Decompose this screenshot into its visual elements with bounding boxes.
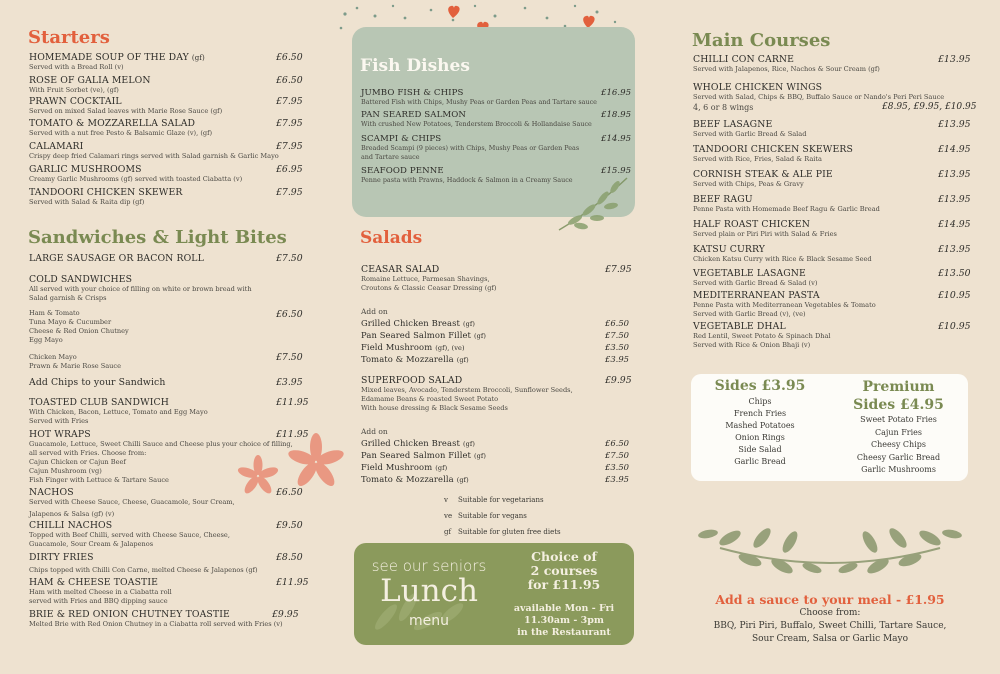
item-name: MEDITERRANEAN PASTA [693, 290, 820, 301]
item-price: £13.95 [938, 244, 971, 255]
premium-side-item: Cheesy Garlic Bread [856, 452, 941, 462]
item-name: HAM & CHEESE TOASTIE [29, 577, 158, 588]
menu-item [693, 169, 833, 189]
item-name: SCAMPI & CHIPS [361, 134, 442, 144]
premium-side-item: Cajun Fries [875, 427, 922, 437]
item-name-text: CALAMARI [29, 141, 84, 152]
item-name [29, 75, 154, 86]
item-desc: Served with Salad & Raita dip (gf) [29, 198, 145, 206]
item-name [29, 96, 222, 107]
sides-title: Sides £3.95 [714, 378, 806, 394]
item-desc: Served with Fries [29, 417, 89, 425]
menu-item [693, 290, 876, 319]
salads-title: Salads [360, 228, 423, 248]
menu-item [693, 321, 831, 350]
item-price: £7.95 [605, 264, 632, 275]
menu-item [29, 397, 208, 426]
item-price: £3.95 [276, 377, 303, 388]
item-desc: Served on mixed Salad leaves with Marie Rose Sauce (gf) [29, 107, 223, 115]
item-price: £9.95 [272, 609, 299, 620]
item-price: £11.95 [276, 577, 309, 588]
sandwiches-title: Sandwiches & Light Bites [28, 227, 287, 248]
premium-sides-title: Premium Sides £4.95 [853, 379, 944, 413]
addon-item [361, 342, 465, 352]
item-desc: Topped with Beef Chilli, served with Cheese Sauce, Cheese, [29, 531, 230, 539]
item-desc: Served plain or Piri Piri with Salad & Fries [693, 230, 837, 238]
menu-item [361, 375, 573, 413]
addon-item [361, 318, 475, 328]
premium-side-item: Garlic Mushrooms [861, 465, 936, 474]
item-desc: Served with Rice, Fries, Salad & Raita [693, 155, 822, 163]
menu-item [29, 52, 205, 72]
addon-item [361, 354, 469, 364]
item-name: CEASAR SALAD [361, 264, 440, 275]
filling: Cheese & Red Onion Chutney [29, 327, 129, 335]
sides-panel [691, 374, 968, 481]
item-name: TANDOORI CHICKEN SKEWERS [693, 144, 853, 155]
lunch-availability: available Mon - Fri 11.30am - 3pm in the Restaurant [513, 603, 615, 638]
leaf-sprig-icon [553, 170, 633, 236]
item-desc: Guacamole, Sour Cream & Jalapenos [29, 540, 154, 548]
addon-name: Field Mushroom [361, 462, 433, 472]
flower-decoration-icon [232, 432, 347, 502]
side-item: Mashed Potatoes [725, 421, 795, 430]
item-name: LARGE SAUSAGE OR BACON ROLL [29, 253, 204, 264]
item-price: £7.95 [276, 96, 303, 107]
addon-item [361, 462, 447, 472]
side-item: Garlic Bread [734, 457, 786, 466]
item-price: £10.95 [938, 290, 971, 301]
addon-price: £3.50 [605, 462, 629, 472]
addon-price: £7.50 [605, 450, 629, 460]
item-desc: Served with a nut free Pesto & Balsamic Glaze (v), (gf) [29, 129, 213, 137]
item-desc: Penne Pasta with Mediterranean Vegetables & Tomato [693, 301, 876, 309]
item-price: £13.50 [938, 268, 971, 279]
item-desc: Penne Pasta with Homemade Beef Ragu & Garlic Bread [693, 205, 880, 213]
addon-name: Pan Seared Salmon Fillet [361, 330, 471, 340]
item-name: BEEF LASAGNE [693, 119, 773, 130]
menu-item [361, 264, 497, 293]
lunch-line1: see our seniors [371, 557, 487, 575]
addon-name: Grilled Chicken Breast [361, 318, 460, 328]
seniors-lunch-banner [354, 543, 634, 645]
item-name: BEEF RAGU [693, 194, 753, 205]
item-name: VEGETABLE LASAGNE [693, 268, 806, 279]
mains-title: Main Courses [692, 30, 831, 51]
filling: Egg Mayo [29, 336, 63, 344]
item-name: BRIE & RED ONION CHUTNEY TOASTIE [29, 609, 230, 620]
item-desc: Romaine Lettuce, Parmesan Shavings, [361, 275, 490, 283]
item-name-text: PRAWN COCKTAIL [29, 96, 122, 107]
addon-label: Add on [361, 307, 388, 316]
sides-list [691, 396, 829, 468]
side-item: Side Salad [738, 445, 782, 454]
wings-prices: £8.95, £9.95, £10.95 [882, 102, 977, 112]
item-name: HOT WRAPS [29, 429, 91, 440]
item-name: KATSU CURRY [693, 244, 766, 255]
item-desc: Chips topped with Chilli Con Carne, melted Cheese & Jalapenos (gf) [29, 566, 258, 574]
item-desc: Served with a Bread Roll (v) [29, 63, 124, 71]
item-name-text: HOMEMADE SOUP OF THE DAY [29, 52, 189, 63]
item-desc: Guacamole, Lettuce, Sweet Chilli Sauce and Cheese plus your choice of filling, [29, 440, 293, 448]
item-price: £18.95 [601, 110, 632, 120]
item-name [29, 52, 205, 63]
legend-gf: gf Suitable for gluten free diets [444, 528, 561, 536]
item-name: WHOLE CHICKEN WINGS [693, 82, 823, 93]
menu-item [693, 268, 817, 288]
legend-ve: ve Suitable for vegans [444, 512, 527, 520]
item-price: £14.95 [938, 144, 971, 155]
filling: Prawn & Marie Rose Sauce [29, 362, 122, 370]
menu-item [29, 253, 204, 264]
item-desc: Cajun Chicken or Cajun Beef [29, 458, 126, 466]
addon-price: £3.50 [605, 342, 629, 352]
item-desc: Chicken Katsu Curry with Rice & Black Sesame Seed [693, 255, 872, 263]
addon-price: £6.50 [605, 318, 629, 328]
starters-title: Starters [28, 27, 110, 48]
item-desc: Edamame Beans & roasted Sweet Potato [361, 395, 499, 403]
item-desc: Fish Finger with Lettuce & Tartare Sauce [29, 476, 169, 484]
item-tag: (gf) [191, 54, 205, 62]
item-price: £7.50 [276, 253, 303, 264]
item-price: £9.50 [276, 520, 303, 531]
item-price: £7.95 [276, 118, 303, 129]
addon-name: Grilled Chicken Breast [361, 438, 460, 448]
item-desc: Creamy Garlic Mushrooms (gf) served with toasted Ciabatta (v) [29, 175, 243, 183]
item-desc: With house dressing & Black Sesame Seeds [361, 404, 508, 412]
addon-tag: (gf) [456, 356, 469, 364]
item-desc: Jalapenos & Salsa (gf) (v) [29, 510, 115, 518]
item-price: £14.95 [938, 219, 971, 230]
item-name: CHILLI CON CARNE [693, 54, 795, 65]
addon-label: Add on [361, 427, 388, 436]
premium-side-item: Cheesy Chips [871, 440, 926, 449]
item-desc: Served with Salad, Chips & BBQ, Buffalo Sauce or Nando's Peri Peri Sauce [693, 93, 945, 101]
item-price: £7.50 [276, 352, 303, 363]
item-desc: Served with Cheese Sauce, Cheese, Guacamole, Sour Cream, [29, 498, 235, 506]
item-desc: Red Lentil, Sweet Potato & Spinach Dhal [693, 332, 831, 340]
item-name: JUMBO FISH & CHIPS [361, 88, 464, 98]
item-desc: served with Fries and BBQ dipping sauce [29, 597, 168, 605]
item-price: £6.50 [276, 52, 303, 63]
item-desc: With crushed New Potatoes, Tenderstem Broccoli & Hollandaise Sauce [361, 120, 592, 128]
menu-item [693, 219, 837, 239]
side-item: Chips [748, 397, 772, 406]
filling-group [29, 353, 121, 371]
lunch-line3: menu [409, 613, 449, 629]
item-name: NACHOS [29, 487, 74, 498]
item-name [29, 164, 242, 175]
addon-tag: (gf) [462, 320, 475, 328]
item-price: £11.95 [276, 397, 309, 408]
menu-item [693, 194, 880, 214]
menu-item [693, 54, 880, 74]
addon-item [361, 330, 486, 340]
filling: Ham & Tomato [29, 309, 80, 317]
item-price: £13.95 [938, 54, 971, 65]
item-price: £14.95 [601, 134, 632, 144]
item-name-text: ROSE OF GALIA MELON [29, 75, 151, 86]
menu-item [29, 577, 172, 606]
item-desc: Mixed leaves, Avocado, Tenderstem Broccoli, Sunflower Seeds, [361, 386, 573, 394]
item-desc: Served with Garlic Bread & Salad (v) [693, 279, 818, 287]
sauce-line2: Sour Cream, Salsa or Garlic Mayo [751, 634, 909, 644]
item-name: COLD SANDWICHES [29, 274, 133, 285]
item-desc: and Tartare sauce [361, 152, 420, 161]
premium-sides-list [829, 414, 968, 477]
menu-item [361, 134, 579, 161]
sauce-details [692, 607, 968, 646]
side-item: Onion Rings [735, 433, 785, 442]
item-desc: Penne pasta with Prawns, Haddock & Salmon in a Creamy Sauce [361, 176, 573, 184]
menu-item [693, 82, 944, 102]
item-name: CORNISH STEAK & ALE PIE [693, 169, 833, 180]
addon-item [361, 438, 475, 448]
leaf-garland-icon [690, 508, 970, 580]
sauce-line1: BBQ, Piri Piri, Buffalo, Sweet Chilli, Tartare Sauce, [713, 621, 947, 631]
item-name: PAN SEARED SALMON [361, 110, 467, 120]
item-desc: All served with your choice of filling on white or brown bread with [29, 285, 252, 293]
item-price: £15.95 [601, 166, 632, 176]
item-desc: Served with Garlic Bread & Salad [693, 130, 807, 138]
side-item: French Fries [733, 409, 787, 418]
item-price: £7.95 [276, 187, 303, 198]
premium-side-item: Sweet Potato Fries [860, 415, 937, 424]
item-name [29, 141, 279, 152]
addon-tag: (gf), (ve) [435, 344, 465, 352]
filling: Chicken Mayo [29, 353, 77, 361]
item-price: £10.95 [938, 321, 971, 332]
item-name: DIRTY FRIES [29, 552, 94, 563]
item-price: £6.50 [276, 309, 303, 320]
fish-title: Fish Dishes [360, 56, 470, 76]
addon-price: £7.50 [605, 330, 629, 340]
addon-name: Tomato & Mozzarella [361, 474, 454, 484]
sauce-title: Add a sauce to your meal - £1.95 [715, 592, 945, 607]
item-name: SEAFOOD PENNE [361, 166, 444, 176]
addon-item [361, 450, 486, 460]
menu-item [361, 88, 597, 107]
item-name: Add Chips to your Sandwich [29, 377, 166, 388]
addon-price: £6.50 [605, 438, 629, 448]
item-desc: Melted Brie with Red Onion Chutney in a Ciabatta roll served with Fries (v) [29, 620, 283, 628]
item-desc: Breaded Scampi (9 pieces) with Chips, Mushy Peas or Garden Peas [361, 144, 580, 152]
item-desc: Salad garnish & Crisps [29, 294, 107, 302]
item-desc: all served with Fries. Choose from: [29, 449, 147, 457]
item-name: VEGETABLE DHAL [693, 321, 786, 332]
menu-item [29, 75, 154, 95]
addon-price: £3.95 [605, 354, 629, 364]
lunch-line2: Lunch [380, 573, 478, 609]
menu-item [29, 164, 242, 184]
menu-item [29, 274, 252, 303]
filling-group [29, 309, 129, 345]
legend-v: v Suitable for vegetarians [444, 496, 544, 504]
item-price: £6.50 [276, 487, 303, 498]
item-name-text: TANDOORI CHICKEN SKEWER [29, 187, 183, 198]
addon-price: £3.95 [605, 474, 629, 484]
item-price: £13.95 [938, 169, 971, 180]
addon-name: Tomato & Mozzarella [361, 354, 454, 364]
item-name: SUPERFOOD SALAD [361, 375, 463, 386]
menu-item [29, 118, 212, 138]
item-name [29, 118, 212, 129]
item-price: £9.95 [605, 375, 632, 386]
item-name: TOASTED CLUB SANDWICH [29, 397, 169, 408]
item-desc: Croutons & Classic Ceasar Dressing (gf) [361, 284, 497, 292]
item-price: £13.95 [938, 119, 971, 130]
menu-item [361, 110, 592, 129]
item-desc: With Fruit Sorbet (ve), (gf) [29, 86, 119, 94]
menu-item [29, 187, 185, 207]
addon-tag: (gf) [456, 476, 469, 484]
item-price: £6.95 [276, 164, 303, 175]
item-desc: With Chicken, Bacon, Lettuce, Tomato and Egg Mayo [29, 408, 208, 416]
menu-item [29, 552, 258, 575]
addon-tag: (gf) [474, 332, 487, 340]
item-desc: Served with Chips, Peas & Gravy [693, 180, 804, 188]
filling: Tuna Mayo & Cucumber [29, 318, 112, 326]
addon-tag: (gf) [435, 464, 448, 472]
addon-name: Pan Seared Salmon Fillet [361, 450, 471, 460]
item-price: £11.95 [276, 429, 309, 440]
item-name-text: TOMATO & MOZZARELLA SALAD [29, 118, 196, 129]
item-desc: Served with Garlic Bread (v), (ve) [693, 310, 806, 318]
menu-item [29, 520, 230, 549]
menu-item [693, 144, 853, 164]
item-price: £8.50 [276, 552, 303, 563]
item-name [29, 187, 185, 198]
item-desc: Served with Rice & Onion Bhaji (v) [693, 341, 811, 349]
addon-tag: (gf) [474, 452, 487, 460]
item-name: CHILLI NACHOS [29, 520, 113, 531]
item-price: £13.95 [938, 194, 971, 205]
menu-item [361, 166, 573, 185]
lunch-offer: Choice of 2 courses for £11.95 [527, 549, 601, 592]
addon-name: Field Mushroom [361, 342, 433, 352]
sauce-choose: Choose from: [799, 608, 861, 618]
wings-sizes: 4, 6 or 8 wings [693, 103, 754, 112]
item-desc: Ham with melted Cheese in a Ciabatta roll [29, 588, 172, 596]
menu-item [29, 487, 235, 519]
item-price: £16.95 [601, 88, 632, 98]
item-price: £6.50 [276, 75, 303, 86]
addon-item [361, 474, 469, 484]
menu-item [693, 244, 872, 264]
item-desc: Cajun Mushroom (vg) [29, 467, 102, 475]
item-name-text: GARLIC MUSHROOMS [29, 164, 142, 175]
menu-item [29, 377, 165, 388]
menu-item [29, 96, 222, 116]
menu-item [29, 141, 279, 161]
item-price: £7.95 [276, 141, 303, 152]
item-name: HALF ROAST CHICKEN [693, 219, 810, 230]
item-desc: Crispy deep fried Calamari rings served with Salad garnish & Garlic Mayo [29, 152, 279, 160]
addon-tag: (gf) [462, 440, 475, 448]
item-desc: Battered Fish with Chips, Mushy Peas or Garden Peas and Tartare sauce [361, 98, 597, 106]
menu-item [29, 609, 283, 629]
item-desc: Served with Jalapenos, Rice, Nachos & Sour Cream (gf) [693, 65, 880, 73]
menu-item [693, 119, 806, 139]
